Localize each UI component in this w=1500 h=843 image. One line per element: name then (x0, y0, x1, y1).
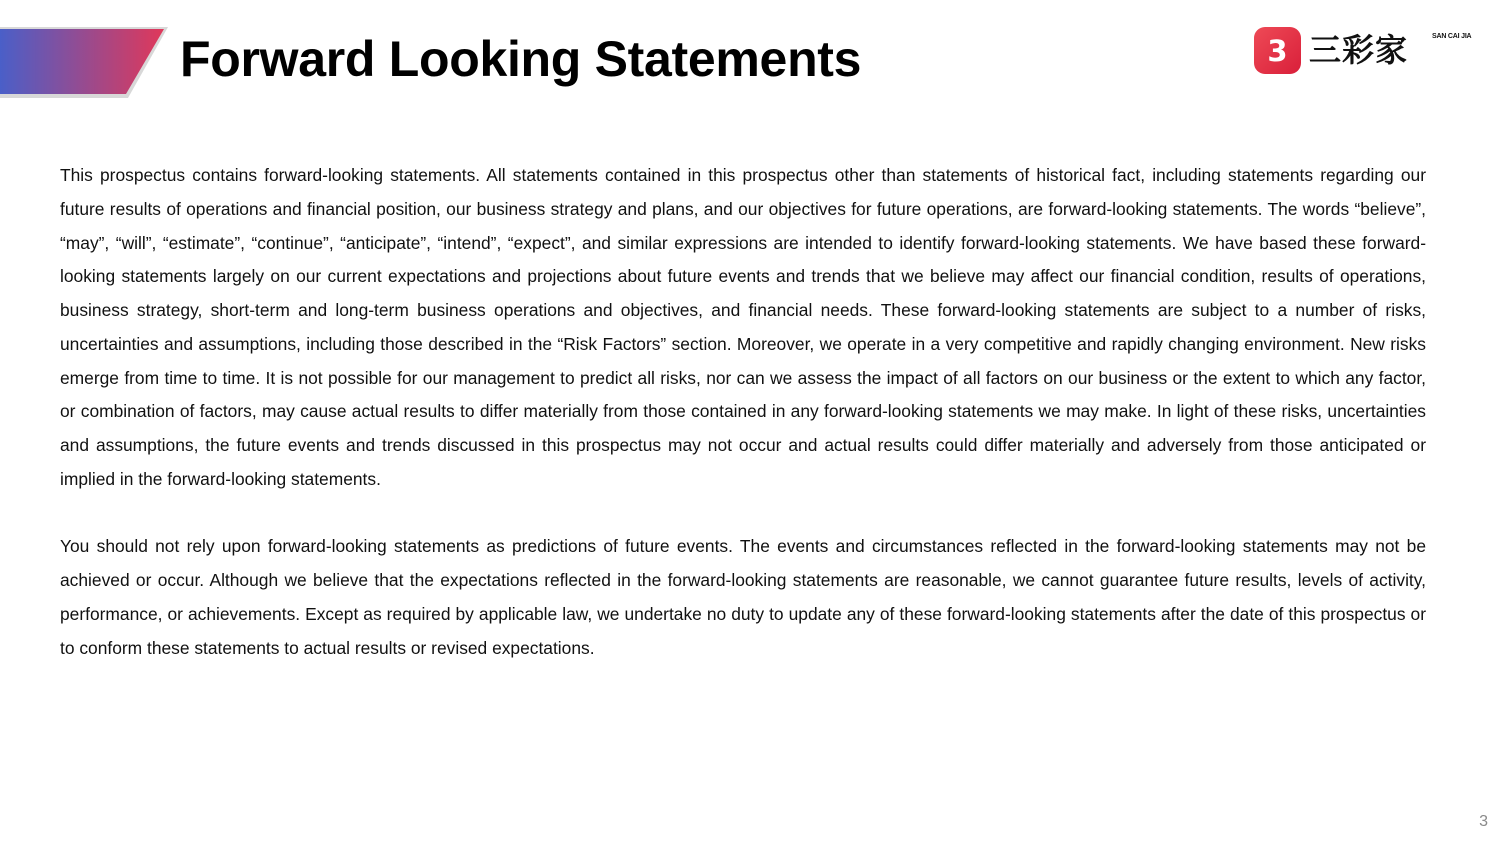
page-title: Forward Looking Statements (180, 31, 862, 87)
page-number: 3 (1479, 813, 1488, 830)
paragraph-reliance: You should not rely upon forward-looking statements as predictions of future events. The events and circumstances reflected in the forward-looking statements may not be achieved or occur. Although we believe that the expectations reflected in the forward-looking statements are reasonable, we cannot guarantee future results, levels of activity, performance, or achievements. Except as required by applicable law, we undertake no duty to update any of these forward-looking statements after the date of this prospectus or to conform these statements to actual results or revised expectations. (60, 536, 1426, 658)
logo-icon (1254, 27, 1301, 74)
logo-subtitle: SAN CAI JIA (1432, 33, 1472, 40)
statement-body (60, 159, 1426, 665)
paragraph-forward-looking: This prospectus contains forward-looking statements. All statements contained in this prospectus other than statements of historical fact, including statements regarding our future results of operations and financial position, our business strategy and plans, and our objectives for future operations, are forward-looking statements. The words “believe”, “may”, “will”, “estimate”, “continue”, “anticipate”, “intend”, “expect”, and similar expressions are intended to identify forward-looking statements. We have based these forward-looking statements largely on our current expectations and projections about future events and trends that we believe may affect our financial condition, results of operations, business strategy, short-term and long-term business operations and objectives, and financial needs. These forward-looking statements are subject to a number of risks, uncertainties and assumptions, including those described in the “Risk Factors” section. Moreover, we operate in a very competitive and rapidly changing environment. New risks emerge from time to time. It is not possible for our management to predict all risks, nor can we assess the impact of all factors on our business or the extent to which any factor, or combination of factors, may cause actual results to differ materially from those contained in any forward-looking statements we may make. In light of these risks, uncertainties and assumptions, the future events and trends discussed in this prospectus may not occur and actual results could differ materially and adversely from those anticipated or implied in the forward-looking statements. (60, 165, 1426, 489)
header-accent-bar (0, 26, 170, 100)
company-logo (1254, 26, 1472, 76)
logo-icon-glyph: 3 (1267, 34, 1288, 68)
logo-name: 三彩家 (1309, 31, 1409, 69)
